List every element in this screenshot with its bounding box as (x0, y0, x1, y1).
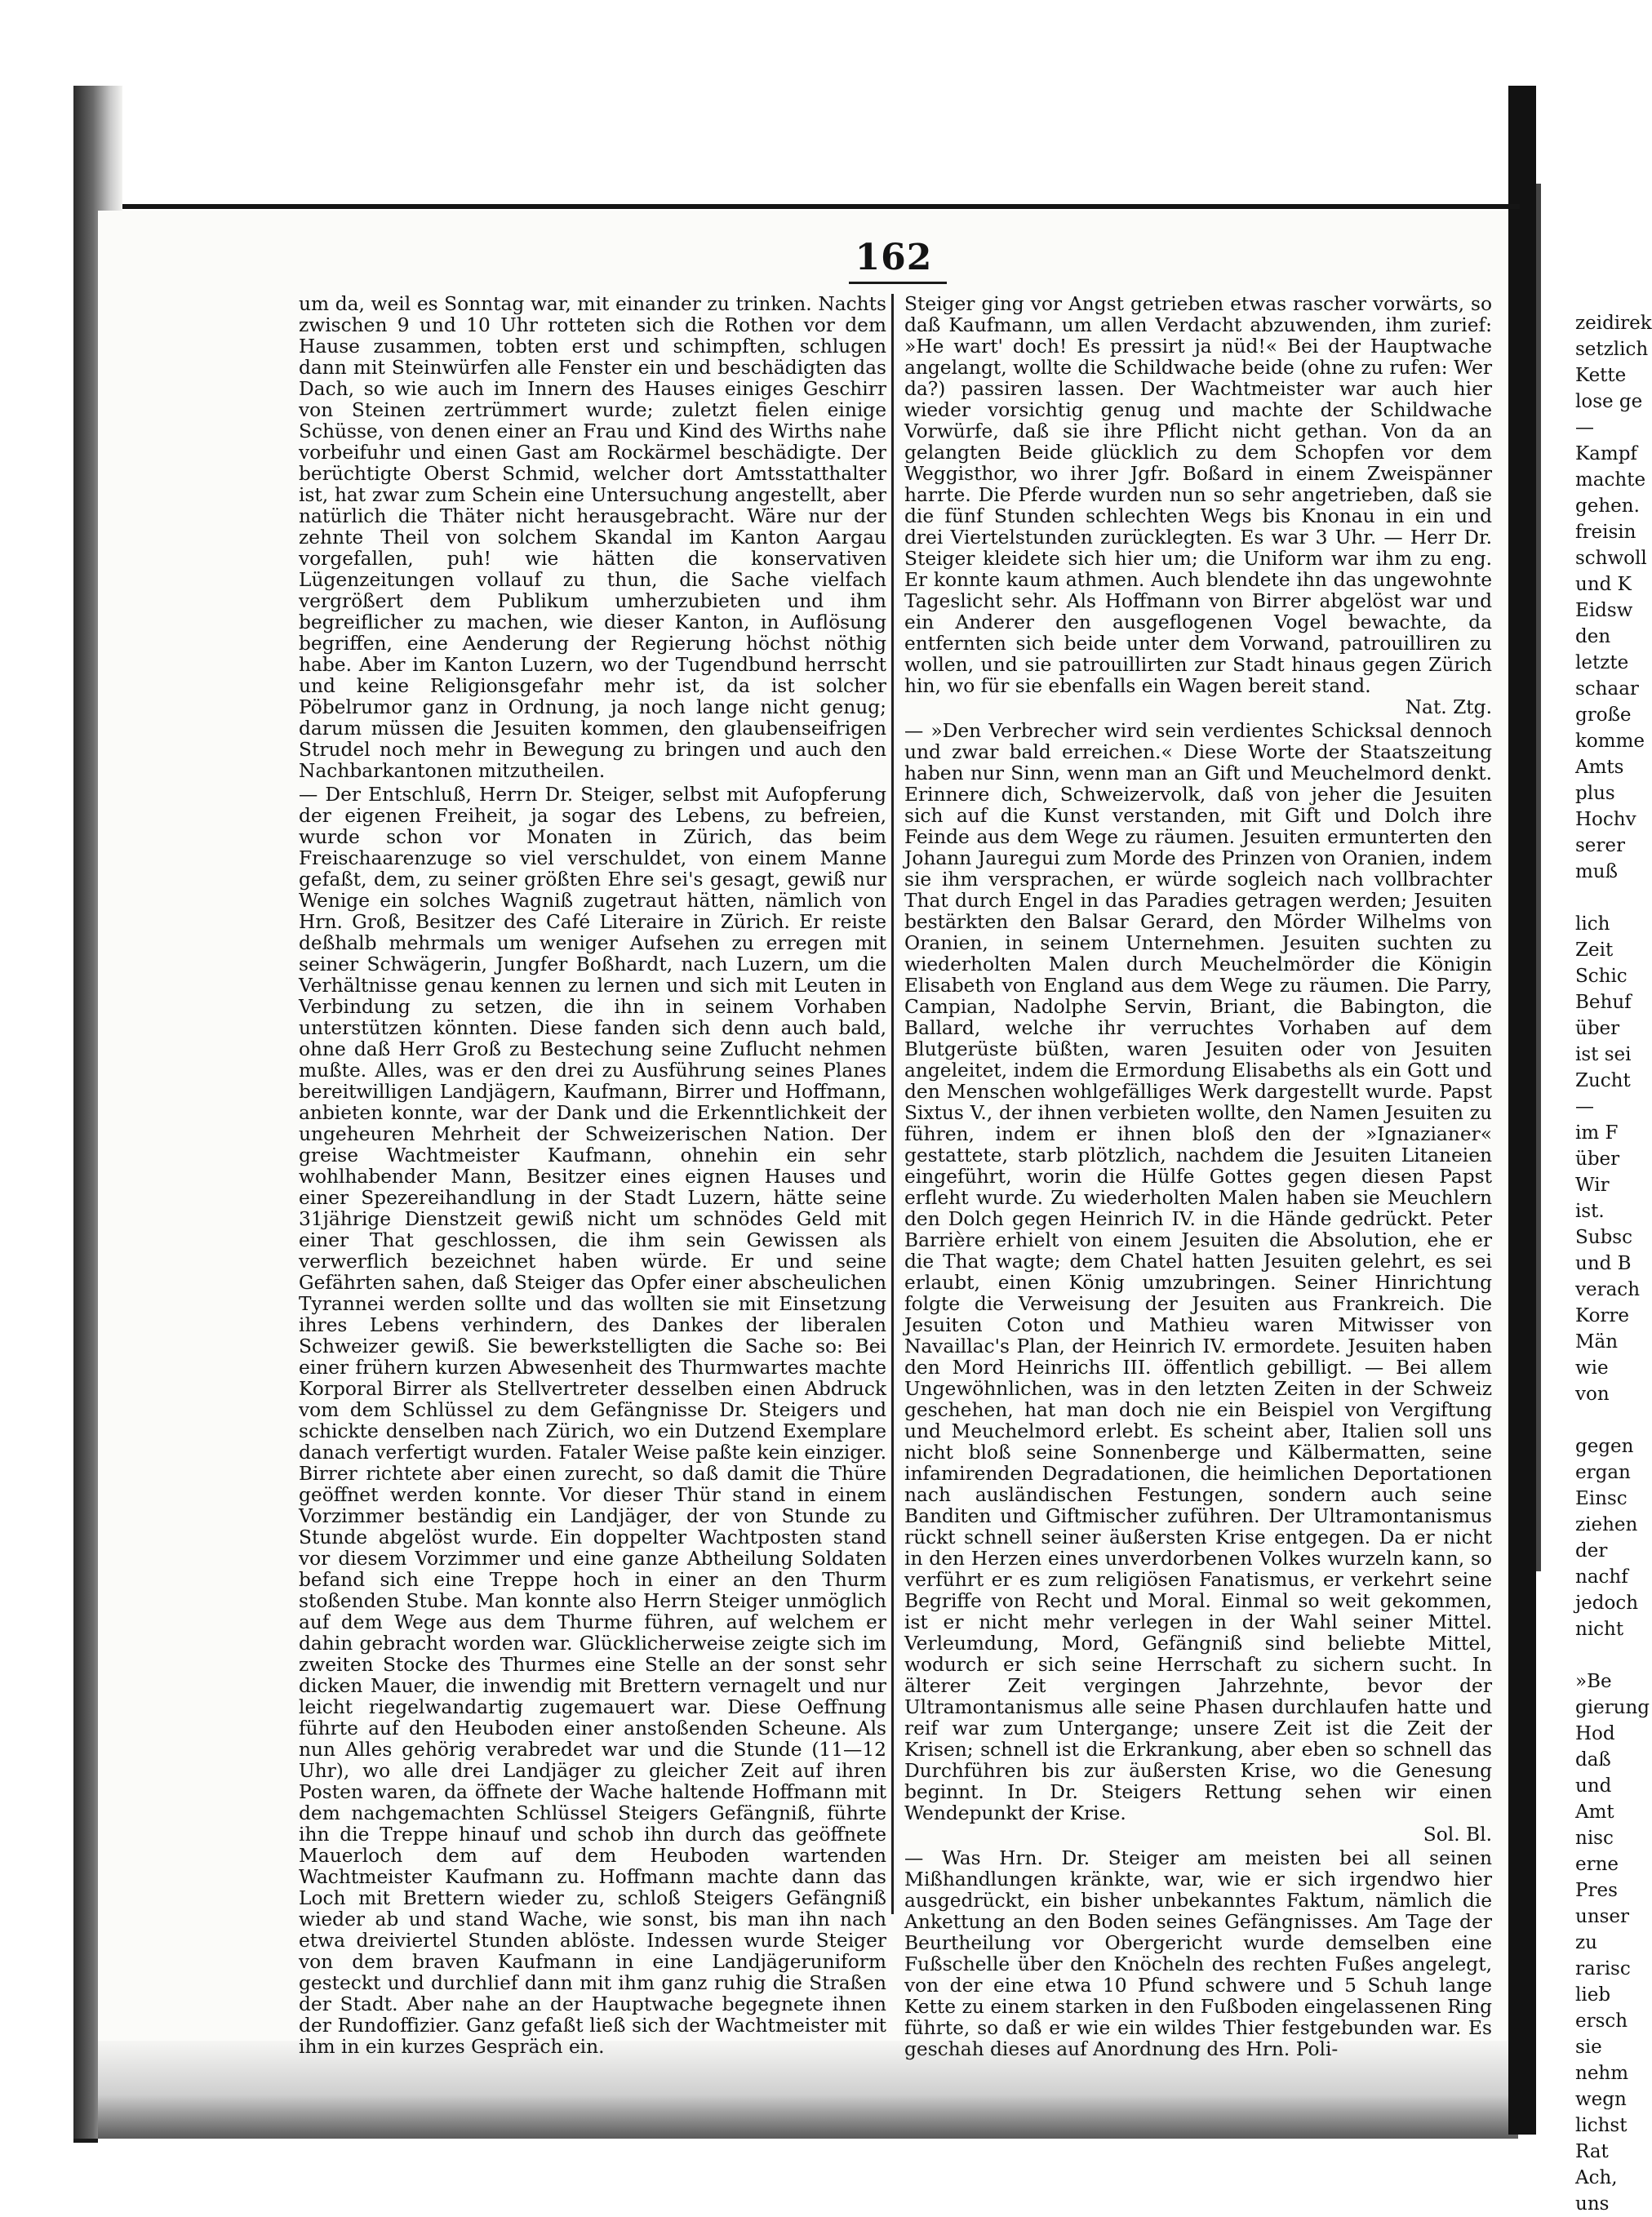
fragment-line: Einsc (1575, 1488, 1628, 1509)
fragment-line: — (1575, 1096, 1594, 1117)
fragment-line: ist. (1575, 1201, 1605, 1222)
fragment-line: lose ge (1575, 391, 1643, 412)
column-divider (891, 294, 894, 1914)
fragment-line: Ach, (1575, 2167, 1618, 2188)
fragment-line: serer (1575, 835, 1626, 856)
paragraph (904, 721, 1492, 1846)
fragment-line: ergan (1575, 1462, 1631, 1483)
fragment-line (1575, 1407, 1632, 1433)
fragment-line: Wir (1575, 1175, 1610, 1196)
fragment-line: über (1575, 1148, 1620, 1170)
fragment-line: und B (1575, 1253, 1632, 1274)
page-number-underline (849, 282, 947, 284)
fragment-line: verach (1575, 1279, 1641, 1300)
fragment-line: letzte (1575, 652, 1629, 673)
fragment-line: den (1575, 626, 1611, 647)
fragment-line: daß (1575, 1749, 1611, 1770)
fragment-line: unser (1575, 1906, 1630, 1927)
fragment-line: Rat (1575, 2141, 1609, 2162)
fragment-line: Hod (1575, 1723, 1615, 1744)
page-number: 162 (855, 237, 933, 278)
fragment-line: wegn (1575, 2089, 1627, 2110)
fragment-line: Hochv (1575, 809, 1636, 830)
fragment-line: muß (1575, 861, 1618, 882)
fragment-line: lieb (1575, 1984, 1611, 2006)
fragment-line: Subsc (1575, 1227, 1632, 1248)
fragment-line: gehen. (1575, 495, 1640, 517)
fragment-line: gierung (1575, 1697, 1650, 1718)
fragment-line: freisin (1575, 522, 1636, 543)
fragment-line: von (1575, 1384, 1610, 1405)
fragment-line: gegen (1575, 1436, 1634, 1457)
paragraph: — Der Entschluß, Herrn Dr. Steiger, selbst mit Aufopferung der eigenen Freiheit, ja sogar des Lebens, zu befreien, wurde schon vor Monaten in Zürich, das beim Freischaarenzuge so viel verschuldet, von einem Manne gefaßt, dem, zu seiner größten Ehre sei's gesagt, gewiß nur Wenige ein solches Wagniß zugetraut hätten, nämlich von Hrn. Groß, Besitzer des Café Literaire in Zürich. Er reiste deßhalb mehrmals um weniger Aufsehen zu erregen mit seiner Schwägerin, Jungfer Boßhardt, nach Luzern, um die Verhältnisse genau kennen zu lernen und sich mit Leuten in Verbindung zu setzen, die ihn in seinem Vorhaben unterstützen könnten. Diese fanden sich denn auch bald, ohne daß Herr Groß zu Bestechung seine Zuflucht nehmen mußte. Alles, was er den drei zu Ausführung seines Planes bereitwilligen Landjägern, Kaufmann, Birrer und Hoffmann, anbieten konnte, war der Dank und die Erkenntlichkeit der ungeheuren Mehrheit der Schweizerischen Nation. Der greise Wachtmeister Kaufmann, ohnehin ein sehr wohlhabender Mann, Besitzer eines eignen Hauses und einer Spezereihandlung in der Stadt Luzern, hätte seine 31jährige Dienstzeit gewiß nicht um schnödes Geld mit einer That geschlossen, die ihm sein Gewissen als verwerflich bezeichnet haben würde. Er und seine Gefährten sahen, daß Steiger das Opfer einer abscheulichen Tyrannei werden sollte und das wollten sie mit Einsetzung ihres Lebens verhindern, des Dankes der liberalen Schweizer gewiß. Sie bewerkstelligten die Sache so: Bei einer frühern kurzen Abwesenheit des Thurmwartes machte Korporal Birrer als Stellvertreter desselben einen Abdruck vom dem Schlüssel zu dem Gefängnisse Dr. Steigers und schickte denselben nach Zürich, wo ein Dutzend Exemplare danach verfertigt wurden. Fataler Weise paßte kein einziger. Birrer richtete aber einen zurecht, so daß damit die Thüre geöffnet werden konnte. Vor dieser Thür stand in einem Vorzimmer beständig ein Landjäger, der von Stunde zu Stunde abgelöst wurde. Ein doppelter Wachtposten stand vor diesem Vorzimmer und eine ganze Abtheilung Soldaten befand sich eine Treppe hoch in einer an den Thurm stoßenden Stube. Man konnte also Herrn Steiger unmöglich auf dem Wege aus dem Thurme führen, auf welchem er dahin gebracht worden war. Glücklicherweise zeigte sich im zweiten Stocke des Thurmes eine Stelle an der sonst sehr dicken Mauer, die inwendig mit Brettern vernagelt und nur leicht riegelwandartig zugemauert war. Diese Oeffnung führte auf den Heuboden einer anstoßenden Scheune. Als nun Alles gehörig verabredet war und die Stunde (11—12 Uhr), wo alle drei Landjäger zu gleicher Zeit auf ihren Posten waren, da öffnete der Wache haltende Hoffmann mit dem nachgemachten Schlüssel Steigers Gefängniß, führte ihn die Treppe hinauf und schob ihn durch das geöffnete Mauerloch dem auf dem Heuboden wartenden Wachtmeister Kaufmann zu. Hoffmann machte dann das Loch mit Brettern wieder zu, schloß Steigers Gefängniß wieder ab und stand Wache, wie sonst, bis man ihn nach etwa dreiviertel Stunden ablöste. Indessen wurde Steiger von dem braven Kaufmann in eine Landjägeruniform gesteckt und durchlief dann mit ihm ganz ruhig die Straßen der Stadt. Aber nahe an der Hauptwache begegnete ihnen der Rundoffizier. Ganz gefaßt ließ sich der Wachtmeister mit ihm in ein kurzes Gespräch ein. (299, 784, 886, 2058)
fragment-line: uns (1575, 2193, 1610, 2215)
paragraph (904, 294, 1492, 718)
fragment-line: »Be (1575, 1671, 1612, 1692)
fragment-line: Pres (1575, 1880, 1618, 1901)
fragment-line: Män (1575, 1331, 1619, 1353)
fragment-line (1575, 885, 1632, 911)
fragment-line: Eidsw (1575, 600, 1633, 621)
fragment-line: plus (1575, 783, 1615, 804)
fragment-line: — (1575, 417, 1594, 438)
fragment-line: nehm (1575, 2063, 1629, 2084)
adjacent-page-fragment (1575, 310, 1652, 2215)
paragraph-text: — »Den Verbrecher wird sein verdientes Schicksal dennoch und zwar bald erreichen.« Diese Worte der Staatszeitung haben nur Sinn, wenn man an Gift und Meuchelmord denkt. Erinnere dich, Schweizervolk, daß von jeher die Jesuiten sich auf die Kunst verstanden, mit Gift und Dolch ihre Feinde aus dem Wege zu räumen. Jesuiten ermunterten den Johann Jauregui zum Morde des Prinzen von Oranien, indem sie ihm versprachen, er würde sogleich nach vollbrachter That durch Engel in das Paradies getragen werden; Jesuiten bestärkten den Balsar Gerard, den Mörder Wilhelms von Oranien, in seinem Unternehmen. Jesuiten suchten zu wiederholten Malen durch Meuchelmörder die Königin Elisabeth von England aus dem Wege zu räumen. Die Parry, Campian, Nadolphe Servin, Briant, die Babington, die Ballard, welche ihr verruchtes Vorhaben auf dem Blutgerüste büßten, waren Jesuiten oder von Jesuiten angeleitet, indem die Ermordung Elisabeths als ein Gott und den Menschen wohlgefälliges Werk dargestellt wurde. Papst Sixtus V., der ihnen verbieten wollte, den Namen Jesuiten zu führen, indem er ihnen bloß den der »Ignazianer« gestattete, starb plötzlich, nachdem die Jesuiten Litaneien eingeführt, worin die Hülfe Gottes gegen diesen Papst erfleht wurde. Zu wiederholten Malen haben sie Meuchlern den Dolch gegen Heinrich IV. in die Hände gedrückt. Peter Barrière erhielt von einem Jesuiten die Absolution, ehe er die That wagte; dem Chatel hatten Jesuiten gelehrt, es sei erlaubt, einen König umzubringen. Seiner Hinrichtung folgte die Verweisung der Jesuiten aus Frankreich. Die Jesuiten Coton und Mathieu waren Mitwisser von Navaillac's Plan, der Heinrich IV. ermordete. Jesuiten haben den Mord Heinrichs III. öffentlich gebilligt. — Bei allem Ungewöhnlichen, was in den letzten Zeiten in der Schweiz geschehen, hat man doch nie ein Beispiel von Vergiftung und Meuchelmord erlebt. Es scheint aber, Italien soll uns nicht bloß seine Sonnenberge und Kälbermatten, seine infamirenden Degradationen, die heimlichen Deportationen nach ausländischen Festungen, sondern auch seine Banditen und Giftmischer zuführen. Der Ultramontanismus rückt schnell seiner äußersten Krise entgegen. Da er nicht in den Herzen eines unverdorbenen Volkes wurzeln kann, so verführt er es zum religiösen Fanatismus, er verkehrt seine Begriffe von Recht und Moral. Einmal so weit gekommen, ist er nicht mehr verlegen in der Wahl seiner Mittel. Verleumdung, Mord, Gefängniß sind beliebte Mittel, wodurch er sich seine Herrschaft zu sichern sucht. In älterer Zeit vergingen Jahrzehnte, bevor der Ultramontanismus alle seine Phasen durchlaufen hatte und reif war zum Untergange; unsere Zeit ist die Zeit der Krisen; schnell ist die Erkrankung, aber eben so schnell das Durchführen bis zur äußersten Krise, wo die Genesung beginnt. In Dr. Steigers Rettung sehen wir einen Wendepunkt der Krise. (904, 720, 1492, 1824)
fragment-line: schwoll (1575, 548, 1647, 569)
fragment-line: ziehen (1575, 1514, 1638, 1535)
fragment-line: wie (1575, 1357, 1609, 1379)
book-gutter (1508, 86, 1536, 2135)
fragment-line: über (1575, 1018, 1620, 1039)
paragraph: — Was Hrn. Dr. Steiger am meisten bei all seinen Mißhandlungen kränkte, war, wie er sich irgendwo hier ausgedrückt, ein bisher unbekanntes Faktum, nämlich die Ankettung an den Boden seines Gefängnisses. Am Tage der Beurtheilung vor Obergericht wurde demselben eine Fußschelle über den Knöcheln des rechten Fußes angelegt, von der eine etwa 10 Pfund schwere und 5 Schuh lange Kette zu einem starken in den Fußboden eingelassenen Ring führte, so daß er wie ein wildes Thier festgebunden war. Es geschah dieses auf Anordnung des Hrn. Poli- (904, 1847, 1492, 2060)
fragment-line: nachf (1575, 1566, 1628, 1588)
text-column-right (904, 293, 1492, 2060)
fragment-line: nisc (1575, 1828, 1614, 1849)
fragment-line: schaar (1575, 678, 1639, 700)
fragment-line: der (1575, 1540, 1608, 1562)
fragment-line: Amts (1575, 757, 1624, 778)
fragment-line (1575, 1642, 1632, 1668)
fragment-line: Schic (1575, 966, 1628, 987)
fragment-line: jedoch (1575, 1593, 1639, 1614)
fragment-line: Zucht (1575, 1070, 1631, 1091)
book-gutter-shadow (1536, 184, 1541, 1571)
fragment-line: komme (1575, 731, 1645, 752)
fragment-line: ist sei (1575, 1044, 1632, 1065)
fragment-line: im F (1575, 1122, 1619, 1144)
fragment-line: sie (1575, 2037, 1602, 2058)
fragment-line: setzlich (1575, 339, 1649, 360)
fragment-line: große (1575, 704, 1632, 726)
fragment-line: Kette (1575, 365, 1627, 386)
fragment-line: ersch (1575, 2010, 1628, 2032)
source-signature: Sol. Bl. (1423, 1824, 1492, 1846)
text-column-left (299, 293, 886, 2058)
fragment-line: rarisc (1575, 1958, 1631, 1979)
fragment-line: zeidirek (1575, 313, 1652, 334)
source-signature: Nat. Ztg. (1405, 696, 1492, 718)
fragment-line: nicht (1575, 1619, 1624, 1640)
fragment-line: Behuf (1575, 992, 1632, 1013)
fragment-line: machte (1575, 469, 1646, 491)
paragraph-text: Steiger ging vor Angst getrieben etwas rascher vorwärts, so daß Kaufmann, um allen Verdacht abzuwenden, ihm zurief: »He wart' doch! Es pressirt ja nüd!« Bei der Hauptwache angelangt, wollte die Schildwache beide (ohne zu rufen: Wer da?) passiren lassen. Der Wachtmeister war auch hier wieder vorsichtig genug und machte der Schildwache Vorwürfe, daß sie ihre Pflicht nicht gethan. Von da an gelangten Beide glücklich zu dem Schopfen vor dem Weggisthor, wo ihrer Jgfr. Boßard in einem Zweispänner harrte. Die Pferde wurden nun so sehr angetrieben, daß sie die fünf Stunden schlechten Wegs bis Knonau in ein und drei Viertelstunden zurücklegten. Es war 3 Uhr. — Herr Dr. Steiger kleidete sich hier um; die Uniform war ihm zu eng. Er konnte kaum athmen. Auch blendete ihn das ungewohnte Tageslicht sehr. Als Hoffmann von Birrer abgelöst war und ein Anderer den ausgeflogenen Vogel bewachte, da entfernten sich beide unter dem Vorwand, patrouilliren zu wollen, und sie patrouillirten zur Stadt hinaus gegen Zürich hin, wo für sie ebenfalls ein Wagen bereit stand. (904, 293, 1492, 697)
fragment-line: und (1575, 1775, 1612, 1797)
fragment-line: lich (1575, 913, 1610, 935)
fragment-line: Amt (1575, 1802, 1614, 1823)
fragment-line: erne (1575, 1854, 1619, 1875)
fragment-line: zu (1575, 1932, 1597, 1953)
paragraph: um da, weil es Sonntag war, mit einander zu trinken. Nachts zwischen 9 und 10 Uhr rotteten sich die Rothen vor dem Hause zusammen, tobten erst und schimpften, schlugen dann mit Steinwürfen alle Fenster ein und beschädigten das Dach, so wie auch im Innern des Hauses einiges Geschirr von Steinen zertrümmert wurde; zuletzt fielen einige Schüsse, von denen einer an Frau und Kind des Wirths nahe vorbeifuhr und einen Gast am Rockärmel beschädigte. Der berüchtigte Oberst Schmid, welcher dort Amtsstatthalter ist, hat zwar zum Schein eine Untersuchung angestellt, aber natürlich die Thäter nicht herausgebracht. Wäre nur der zehnte Theil von solchem Skandal im Kanton Aargau vorgefallen, puh! wie hätten die konservativen Lügenzeitungen vollauf zu thun, die Sache vielfach vergrößert dem Publikum umherzubieten und ihm begreiflicher zu machen, wie dieser Kanton, in Auflösung begriffen, eine Aenderung der Regierung höchst nöthig habe. Aber im Kanton Luzern, wo der Tugendbund herrscht und keine Religionsgefahr mehr ist, da ist solcher Pöbelrumor ganz in Ordnung, ja noch lange nicht genug; darum müssen die Jesuiten kommen, den glaubenseifrigen Strudel noch mehr in Bewegung zu bringen und auch den Nachbarkantonen mitzutheilen. (299, 293, 886, 782)
header-rule (122, 204, 1520, 209)
fragment-line: Zeit (1575, 940, 1614, 961)
fragment-line: Kampf (1575, 443, 1637, 464)
fragment-line: und K (1575, 574, 1632, 595)
fragment-line: lichst (1575, 2115, 1628, 2136)
fragment-line: Korre (1575, 1305, 1630, 1326)
